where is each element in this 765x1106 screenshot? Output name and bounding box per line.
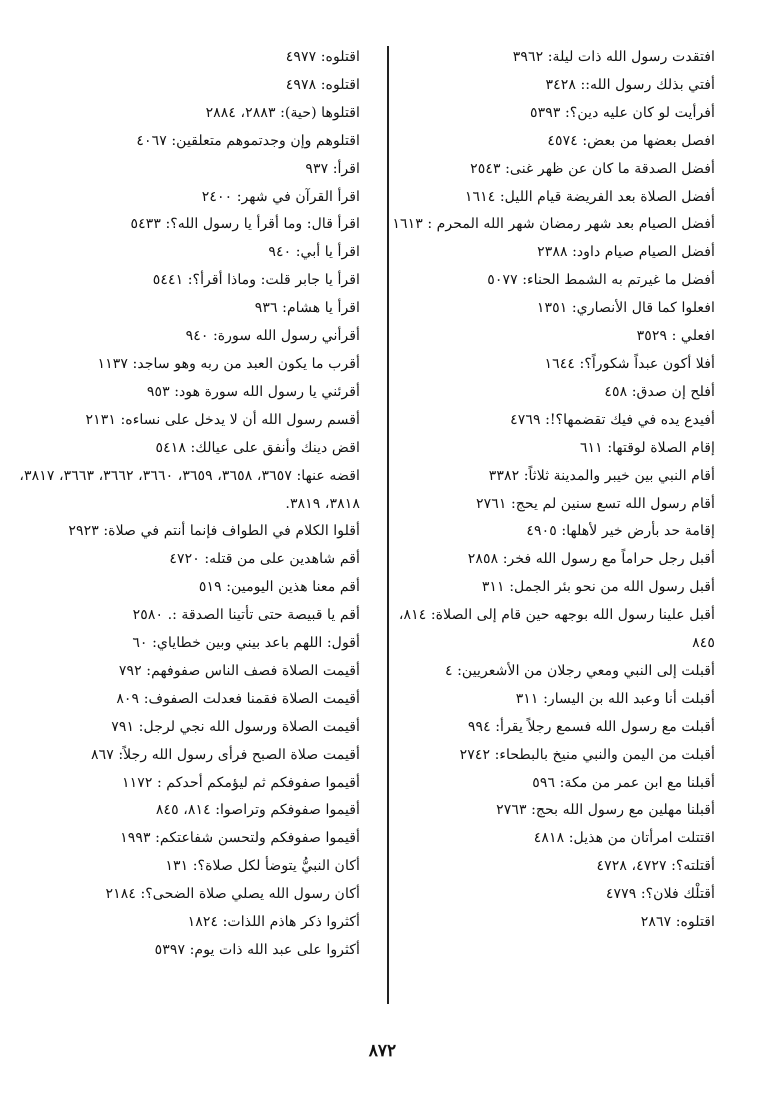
index-entry: أقبلنا مع ابن عمر من مكة: ٥٩٦ — [532, 774, 715, 791]
index-entry: إقام الصلاة لوقتها: ٦١١ — [579, 439, 715, 456]
index-entry: اقضه عنها: ٣٦٥٧، ٣٦٥٨، ٣٦٥٩، ٣٦٦٠، ٣٦٦٢، ٣٦٦٣، ٣٨١٧، ٣٨١٨، ٣٨١٩. — [19, 467, 360, 512]
index-entry: أقلوا الكلام في الطواف فإنما أنتم في صلاة: ٢٩٢٣ — [68, 523, 360, 540]
index-entry: اقض دينك وأنفق على عيالك: ٥٤١٨ — [155, 439, 360, 456]
index-entry: أفيدع يده في فيك تقضمها؟!: ٤٧٦٩ — [510, 411, 715, 428]
index-entry: أقم شاهدين على من قتله: ٤٧٢٠ — [169, 551, 360, 568]
index-entry: أقام النبي بين خيبر والمدينة ثلاثاً: ٣٣٨٢ — [488, 467, 715, 484]
index-entry: إقامة حد بأرض خير لأهلها: ٤٩٠٥ — [526, 523, 715, 540]
page-number: ٨٧٢ — [368, 1041, 397, 1061]
index-entry: أقبل علينا رسول الله بوجهه حين قام إلى الصلاة: ٨١٤، ٨٤٥ — [398, 607, 715, 652]
index-entry: أقام رسول الله تسع سنين لم يحج: ٢٧٦١ — [475, 495, 715, 512]
index-entry: أفلا أكون عبداً شكوراً؟: ١٦٤٤ — [544, 355, 715, 372]
index-entry: أكان رسول الله يصلي صلاة الضحى؟: ٢١٨٤ — [105, 886, 360, 903]
index-entry: أكثروا ذكر هاذم اللذات: ١٨٢٤ — [187, 914, 360, 931]
index-entry: افصل بعضها من بعض: ٤٥٧٤ — [547, 132, 715, 149]
index-entry: أفرأيت لو كان عليه دين؟: ٥٣٩٣ — [530, 104, 715, 121]
index-entry: اقتلوه: ٢٨٦٧ — [640, 914, 715, 931]
index-entry: افعلوا كما قال الأنصاري: ١٣٥١ — [536, 300, 715, 317]
index-entry: أقيمت الصلاة ورسول الله نجي لرجل: ٧٩١ — [111, 718, 360, 735]
index-column-left — [15, 44, 360, 965]
index-entry: أقبلنا مهلين مع رسول الله بحج: ٢٧٦٣ — [496, 802, 715, 819]
index-column-right — [385, 44, 715, 937]
index-entry: أفضل الصيام بعد شهر رمضان شهر الله المحرم : ١٦١٣ — [392, 216, 715, 233]
index-entry: افعلي : ٣٥٢٩ — [636, 328, 715, 345]
index-entry: أفضل الصلاة بعد الفريضة قيام الليل: ١٦١٤ — [464, 188, 715, 205]
column-divider — [387, 46, 389, 1004]
index-entry: اقرأ قال: وما أقرأ يا رسول الله؟: ٥٤٣٣ — [130, 216, 360, 233]
index-entry: أقبل رسول الله من نحو بئر الجمل: ٣١١ — [481, 579, 715, 596]
index-entry: اقتتلت امرأتان من هذيل: ٤٨١٨ — [533, 830, 715, 847]
index-entry: اقتلوها (حية): ٢٨٨٣، ٢٨٨٤ — [205, 104, 360, 121]
index-entry: أقرأني رسول الله سورة: ٩٤٠ — [185, 328, 360, 345]
index-entry: أقول: اللهم باعد بيني وبين خطاياي: ٦٠ — [132, 635, 360, 652]
index-entry: أقتلته؟: ٤٧٢٧، ٤٧٢٨ — [596, 858, 715, 875]
index-entry: أفضل الصدقة ما كان عن ظهر غنى: ٢٥٤٣ — [470, 160, 715, 177]
index-entry: أقبلت أنا وعبد الله بن اليسار: ٣١١ — [515, 690, 715, 707]
index-entry: اقرأ يا هشام: ٩٣٦ — [254, 300, 360, 317]
index-entry: أقبل رجل حراماً مع رسول الله فخر: ٢٨٥٨ — [467, 551, 715, 568]
index-entry: أقسم رسول الله أن لا يدخل على نساءه: ٢١٣١ — [85, 411, 360, 428]
index-entry: أقبلت مع رسول الله فسمع رجلاً يقرأ: ٩٩٤ — [467, 718, 715, 735]
index-entry: أقيمت الصلاة فصف الناس صفوفهم: ٧٩٢ — [118, 662, 360, 679]
index-entry: أكان النبيُّ يتوضأ لكل صلاة؟: ١٣١ — [165, 858, 360, 875]
index-entry: أقم معنا هذين اليومين: ٥١٩ — [198, 579, 360, 596]
index-entry: افتقدت رسول الله ذات ليلة: ٣٩٦٢ — [512, 49, 715, 65]
index-entry: اقرأ يا جابر قلت: وماذا أقرأ؟: ٥٤٤١ — [152, 272, 360, 289]
index-entry: أقيمت الصلاة فقمنا فعدلت الصفوف: ٨٠٩ — [116, 690, 360, 707]
index-entry: أقبلت من اليمن والنبي منيخ بالبطحاء: ٢٧٤٢ — [459, 746, 715, 763]
index-entry: أقتلْك فلان؟: ٤٧٧٩ — [605, 886, 715, 903]
index-entry: أفضل الصيام صيام داود: ٢٣٨٨ — [537, 244, 715, 261]
index-entry: أقرب ما يكون العبد من ربه وهو ساجد: ١١٣٧ — [97, 355, 360, 372]
index-entry: اقرأ: ٩٣٧ — [305, 160, 360, 177]
index-entry: أفتي بذلك رسول الله:: ٣٤٢٨ — [545, 76, 715, 93]
index-entry: أقبلت إلى النبي ومعي رجلان من الأشعريين: ٤ — [445, 662, 715, 679]
index-entry: أكثروا على عبد الله ذات يوم: ٥٣٩٧ — [154, 942, 360, 958]
index-entry: اقتلوه: ٤٩٧٨ — [285, 76, 360, 93]
index-entry: أفلح إن صدق: ٤٥٨ — [604, 383, 715, 400]
index-entry: أقيمت صلاة الصبح فرأى رسول الله رجلاً: ٨٦٧ — [90, 746, 360, 763]
index-entry: اقرأ القرآن في شهر: ٢٤٠٠ — [201, 188, 360, 205]
index-entry: اقرأ يا أبي: ٩٤٠ — [268, 244, 360, 261]
index-entry: اقتلوهم وإن وجدتموهم متعلقين: ٤٠٦٧ — [136, 132, 360, 149]
index-entry: أقيموا صفوفكم وتراصوا: ٨١٤، ٨٤٥ — [155, 802, 360, 819]
index-entry: أقيموا صفوفكم ثم ليؤمكم أحدكم : ١١٧٢ — [122, 774, 360, 791]
index-entry: أقيموا صفوفكم ولتحسن شفاعتكم: ١٩٩٣ — [120, 830, 360, 847]
index-entry: أقرئني يا رسول الله سورة هود: ٩٥٣ — [146, 383, 360, 400]
index-entry: أفضل ما غيرتم به الشمط الحناء: ٥٠٧٧ — [487, 272, 715, 289]
index-entry: أقم يا قبيصة حتى تأتينا الصدقة :. ٢٥٨٠ — [132, 607, 360, 624]
index-entry: اقتلوه: ٤٩٧٧ — [285, 49, 360, 65]
